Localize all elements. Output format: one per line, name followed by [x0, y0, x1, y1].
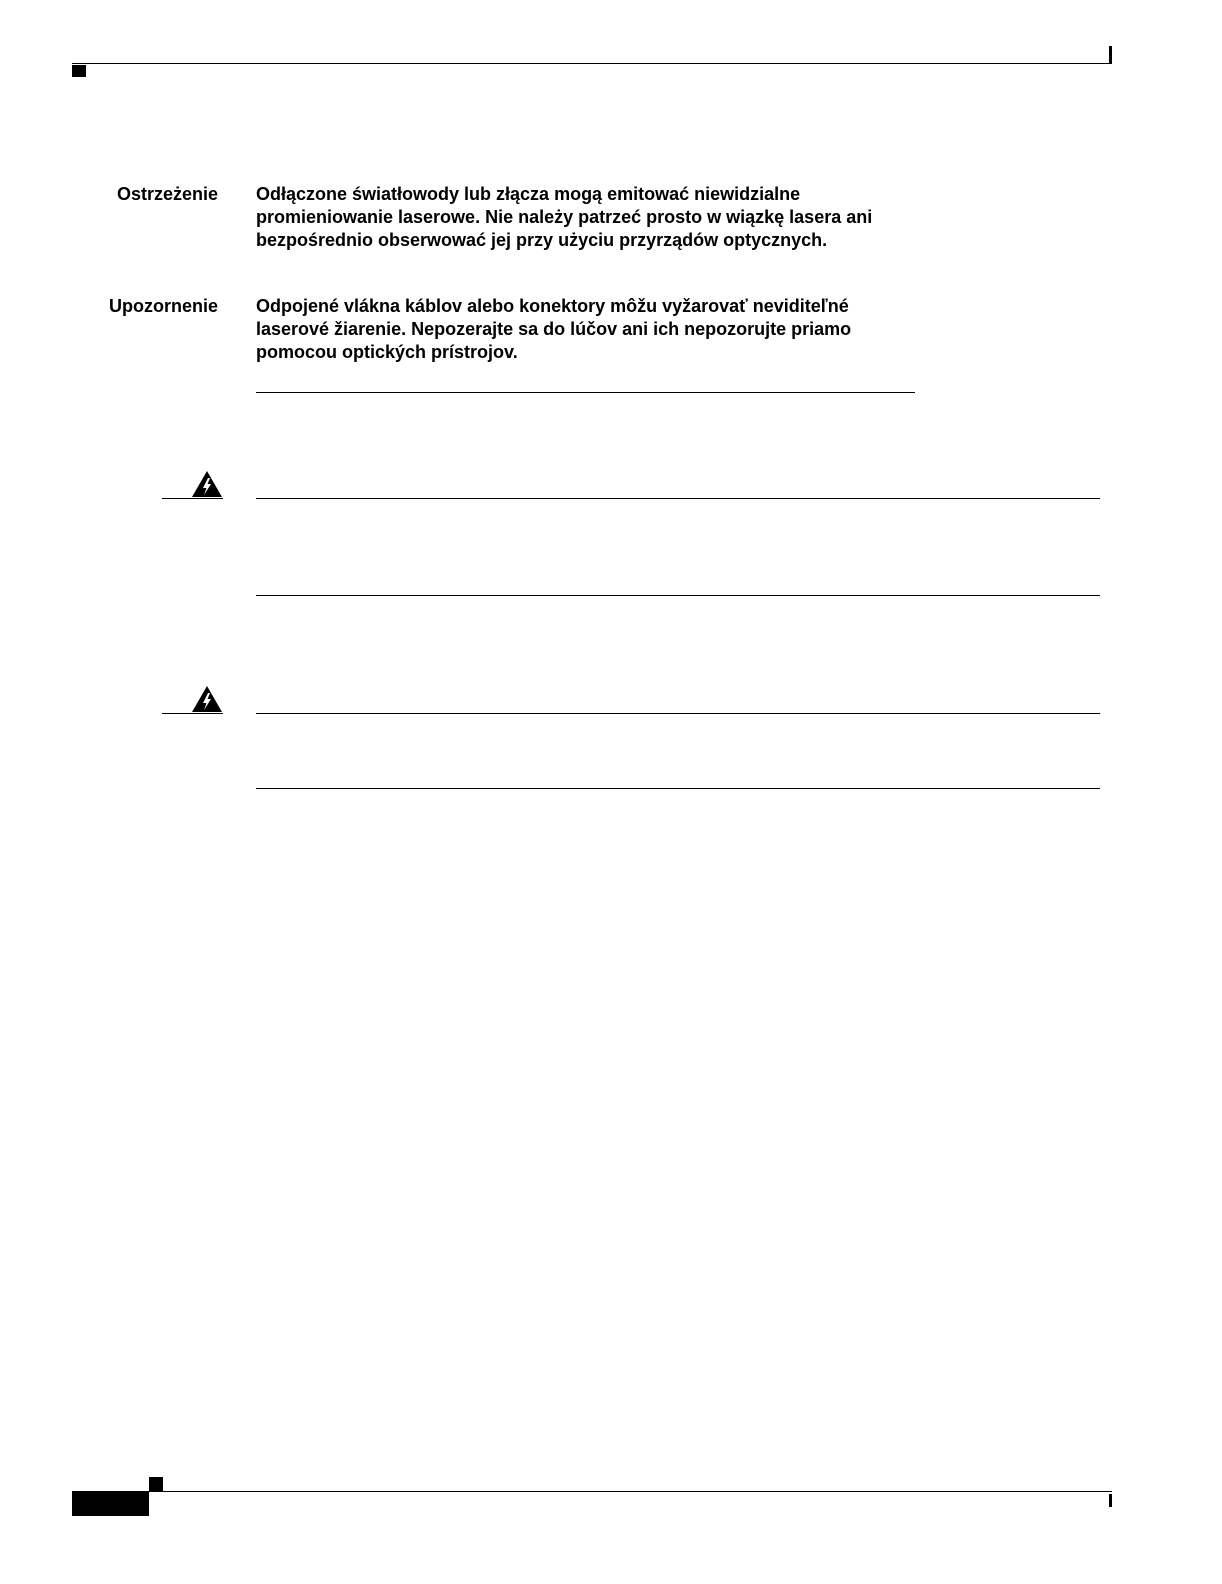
footer-page-tab [72, 1492, 149, 1516]
warning-line: bezpośrednio obserwować jej przy użyciu przyrządów optycznych. [256, 230, 828, 250]
warning-line: promieniowanie laserowe. Nie należy patrzeć prosto w wiązkę lasera ani [256, 207, 873, 227]
warning-label-slovak: Upozornenie [108, 296, 218, 316]
header-rule [72, 63, 1112, 64]
warning-box-top-rule [256, 713, 1100, 714]
warning-line: laserové žiarenie. Nepozerajte sa do lúčov ani ich nepozorujte priamo [256, 319, 852, 339]
section-end-rule [256, 392, 915, 393]
footer-tick-mark [1109, 1494, 1112, 1507]
footer-rule [72, 1491, 1112, 1492]
warning-box-top-rule [256, 498, 1100, 499]
warning-line: Odłączone światłowody lub złącza mogą emitować niewidzialne [256, 184, 801, 204]
warning-box-bottom-rule [256, 788, 1100, 789]
icon-underline [162, 498, 223, 499]
warning-label-polish: Ostrzeżenie [116, 184, 218, 204]
icon-underline [162, 713, 223, 714]
footer-corner-mark [149, 1477, 163, 1491]
warning-text-slovak [256, 295, 936, 364]
warning-text-polish [256, 183, 936, 252]
header-corner-mark [72, 65, 86, 77]
warning-line: Odpojené vlákna káblov alebo konektory môžu vyžarovať neviditeľné [256, 296, 849, 316]
warning-box-bottom-rule [256, 595, 1100, 596]
warning-line: pomocou optických prístrojov. [256, 342, 518, 362]
header-tick-mark [1109, 46, 1112, 64]
